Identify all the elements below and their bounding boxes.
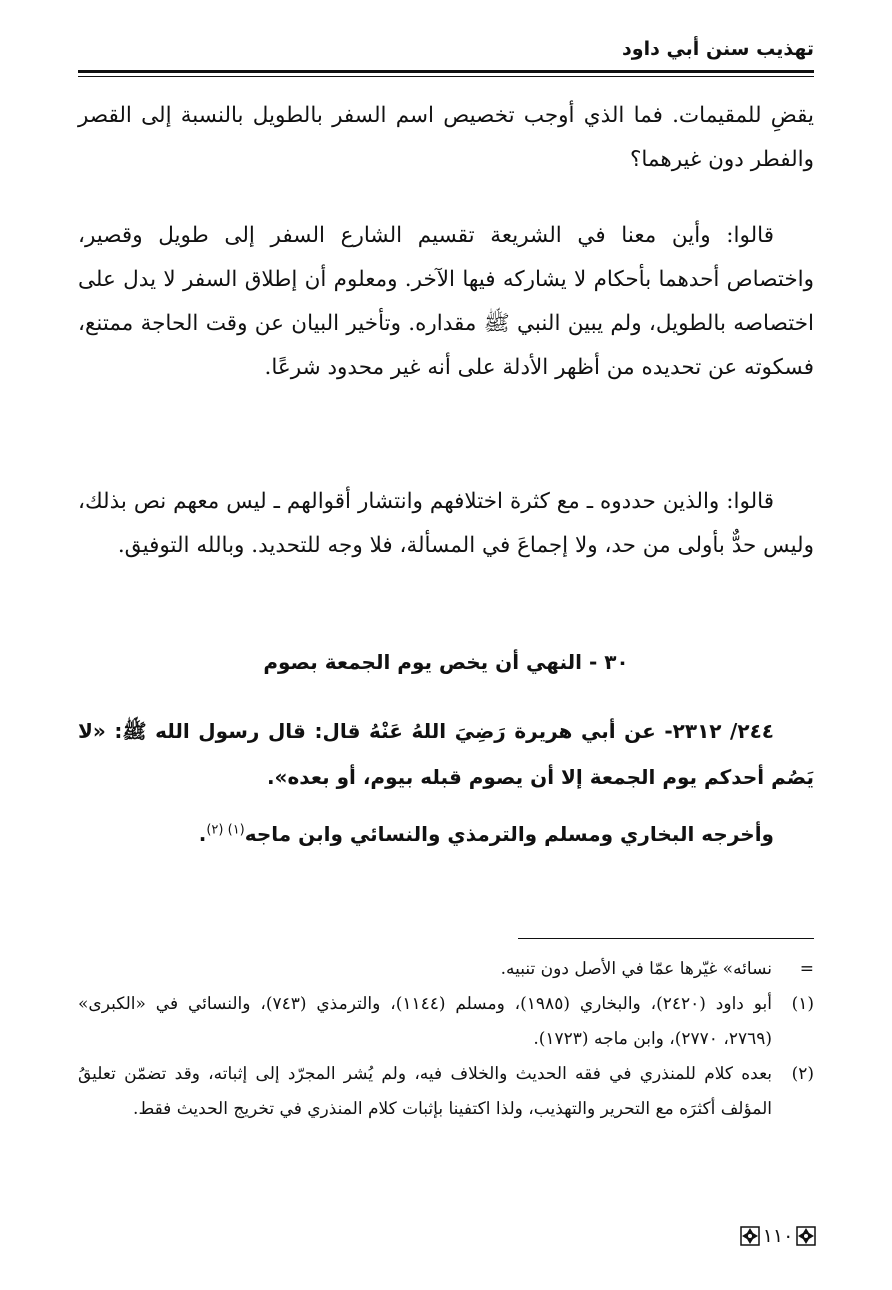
header-rule-thin	[78, 76, 814, 77]
takhrij-text: وأخرجه البخاري ومسلم والترمذي والنسائي وابن ماجه	[244, 822, 774, 846]
footnote-item	[78, 1057, 814, 1127]
footnote-item	[78, 987, 814, 1057]
footnote-separator	[518, 938, 814, 939]
section-heading: ٣٠ - النهي أن يخص يوم الجمعة بصوم	[263, 650, 629, 674]
footnotes	[78, 952, 814, 1127]
footnote-text: نسائه» غيّرها عمّا في الأصل دون تنبيه.	[500, 959, 772, 979]
quatrefoil-ornament-icon	[796, 1226, 816, 1246]
hadith-text: ٢٤٤/ ٢٣١٢- عن أبي هريرة رَضِيَ اللهُ عَنْهُ قال: قال رسول الله ﷺ: «لا يَصُم أحدكم يوم الجمعة إلا أن يصوم قبله بيوم، أو بعده».	[78, 719, 814, 789]
page-number: ١١٠	[762, 1225, 794, 1247]
footnote-mark: (٢)	[791, 1064, 814, 1084]
paragraph-3: قالوا: والذين حددوه ـ مع كثرة اختلافهم وانتشار أقوالهم ـ ليس معهم نص بذلك، وليس حدٌّ بأولى من حد، ولا إجماعَ في المسألة، فلا وجه للتحديد. وبالله التوفيق.	[78, 489, 814, 558]
quatrefoil-ornament-icon	[740, 1226, 760, 1246]
footnote-item	[78, 952, 814, 987]
footnote-mark: =	[799, 959, 814, 979]
header-title: تهذيب سنن أبي داود	[622, 38, 814, 60]
takhrij-line	[78, 822, 814, 846]
header-rule-thick	[78, 70, 814, 73]
footnote-mark: (١)	[791, 994, 814, 1014]
paragraph-1: يقضِ للمقيمات. فما الذي أوجب تخصيص اسم السفر بالطويل بالنسبة إلى القصر والفطر دون غيرهما؟	[78, 103, 814, 172]
footnote-refs[interactable]: (١) (٢)	[206, 822, 245, 838]
page-number-block	[740, 1222, 816, 1250]
running-header	[78, 36, 814, 72]
footnote-text: أبو داود (٢٤٢٠)، والبخاري (١٩٨٥)، ومسلم (١١٤٤)، والترمذي (٧٤٣)، والنسائي في «الكبرى» (٢٧٦٩، ٢٧٧٠)، وابن ماجه (١٧٢٣).	[78, 994, 772, 1049]
takhrij-end: .	[198, 822, 207, 846]
paragraph-2: قالوا: وأين معنا في الشريعة تقسيم الشارع السفر إلى طويل وقصير، واختصاص أحدهما بأحكام لا يشاركه فيها الآخر. ومعلوم أن إطلاق السفر لا يدل على اختصاصه بالطويل، ولم يبين النبي ﷺ مقداره. وتأخير البيان عن وقت الحاجة ممتنع، فسكوته عن تحديده من أظهر الأدلة على أنه غير محدود شرعًا.	[78, 223, 814, 380]
footnote-text: بعده كلام للمنذري في فقه الحديث والخلاف فيه، ولم يُشر المجرّد إلى إثباته، وقد تضمّن تعليقُ المؤلف أكثرَه مع التحرير والتهذيب، ولذا اكتفينا بإثبات كلام المنذري في تخريج الحديث فقط.	[78, 1064, 772, 1119]
